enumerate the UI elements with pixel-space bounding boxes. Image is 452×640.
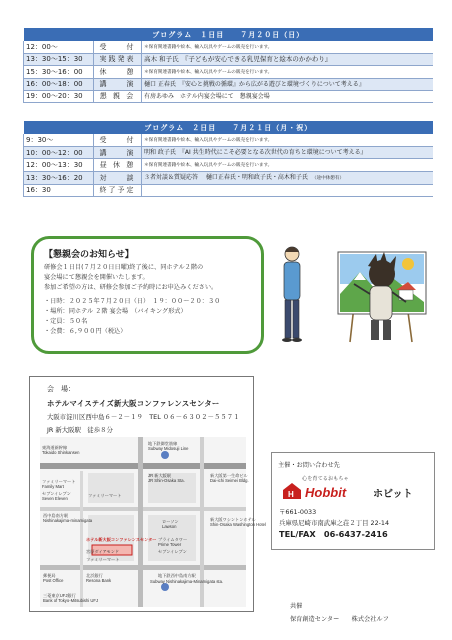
map-label: JR 新大阪駅 [148,473,172,478]
row-description [142,65,434,78]
program-row [24,172,434,185]
row-time: 13：30～16：20 [24,172,94,185]
map-label: ファミリーマート [86,557,120,562]
map-label: Tokaido Shinkansen [42,450,80,455]
notice-line: 参加ご希望の方は、研修会参加ご予約時にお申込みください。 [44,284,218,291]
map-label: JR Shin-Osaka Sta. [148,478,185,483]
row-category: 講 演 [94,147,142,159]
row-time: 16：00～18：00 [24,78,94,90]
contact-zip: 〒661-0033 [279,508,317,516]
program-row [24,147,434,159]
map-label: Post Office [43,578,64,583]
notice-date: ・日時：２０２５年７月２０日（日） １９：００～２０：３０ [44,298,221,305]
row-category: 講 演 [94,78,142,90]
row-time: 16：30 [24,185,94,197]
row-time: 15：30～16：00 [24,65,94,78]
map-label: プライムタワー [158,537,188,542]
row-time: 12：00～ [24,41,94,54]
map-label: Lawson [162,524,177,529]
row-category: 昼 休 憩 [94,159,142,172]
row-category: 休 憩 [94,65,142,78]
painting-illustration [272,232,432,356]
map-label: 新大阪ワシントンホテル [210,517,256,522]
row-time: 12：00～13：30 [24,159,94,172]
map-label: 東海道新幹線 [42,445,68,450]
map-label: 三菱東京UFJ銀行 [43,593,76,598]
map-label: Resona Bank [86,578,112,583]
map-label: 地下鉄御堂筋線 [148,441,178,446]
row-category: 対 談 [94,172,142,185]
svg-text:H: H [288,490,294,499]
program-day2-header: プログラム ２日目 ７月２１日（月・祝） [24,121,434,134]
program-row [24,78,434,90]
row-description-text: 高木 和子氏 『子どもが安心できる乳児保育と絵本のかかわり』 [144,55,332,64]
map-label: Seven Eleven [42,496,68,501]
map-label: Prime Tower [158,542,182,547]
logo-tagline: 心を育てるおもちゃ [302,476,349,482]
hobbit-logo [281,482,431,500]
row-description-text: ＊保育関連書籍や絵本、輸入玩具やゲームの販売を行います。 [144,163,273,168]
row-description [142,78,434,90]
row-description-text: 樋口 正春氏 『安心と挑戦の循環』から広がる遊びと環境づくりについて考える』 [144,80,365,88]
row-description-text: 有房あゆみ ホテル内宴会場にて 懇親宴会場 [144,92,270,100]
program-row [24,90,434,102]
notice-title: 【懇親会のお知らせ】 [44,250,134,260]
contact-address: 兵庫県尼崎市南武庫之荘２丁目 22-14 [279,519,390,527]
map-label: セブンイレブン [158,549,187,554]
program-row [24,134,434,147]
map-label: 西中島南方駅 [43,513,69,518]
map-label: Nishinakajima-minamigata [43,518,93,523]
map-label: ホテル新大阪コンファレンスセンター [86,537,157,542]
program-day1-table [23,28,433,103]
reception-notice [31,236,264,354]
co-host-label: 共催 [290,603,303,610]
notice-fee: ・会費：６,９００円（税込） [44,328,127,335]
row-category: 受 付 [94,41,142,54]
map-label: 郵便局 [43,573,56,578]
notice-capacity: ・定員：５０名 [44,318,88,325]
co-host [290,600,389,626]
row-time: 10：00～12：00 [24,147,94,159]
map-label: Shin-Osaka Washington Hotel [210,522,266,527]
map-label: 地下鉄西中島南方駅 [158,573,196,578]
map-label: 宮原ダイアモンド [86,549,120,554]
contact-box [271,452,435,550]
map-label: Subway Midosuji Line [148,446,189,451]
contact-label: 主催・お問い合わせ先 [278,462,340,469]
logo-wordmark: Hobbit [305,485,347,500]
row-description [142,159,434,172]
venue-label: 会 場： [47,385,75,393]
row-description [142,147,434,159]
program-day1-header: プログラム １日目 ７月２０日（日） [24,28,434,41]
map-label: ファミリーマート [42,479,76,484]
row-description [142,90,434,102]
venue-access: JR 新大阪駅 徒歩８分 [47,426,113,434]
venue-name: ホテルマイステイズ新大阪コンファレンスセンター [47,399,220,408]
row-category: 終了予定 [94,185,142,197]
notice-line: 研修会１日目(７月２０日日曜)終了後に、同ホテル２階の [44,264,204,271]
row-description-text: ３者対談＆質疑応答 樋口正春氏・明和政子氏・高木和子氏 [144,174,308,181]
program-day2-table [23,121,433,197]
row-description [142,134,434,147]
venue-map [40,437,266,607]
map-label: Bank of Tokyo-Mitsubishi UFJ [43,598,99,603]
venue-address: 大阪市淀川区西中島６－２－１９ TEL ０６－６３０２－５５７１ [47,413,240,421]
row-category: 受 付 [94,134,142,147]
notice-place: ・場所：同ホテル ２階 宴会場 （バイキング形式） [44,308,187,315]
venue-box [29,376,266,612]
map-label: Subway Nishinakajima-Minamigata sta. [150,579,224,584]
program-row [24,185,434,197]
row-category: 懇 親 会 [94,90,142,102]
row-description [142,185,434,197]
map-label: 北浜銀行 [86,573,103,578]
map-label: セブンイレブン [42,491,71,496]
logo-kana: ホビット [373,489,413,500]
map-label: Family Mart [42,484,64,489]
map-label: ローソン [162,519,179,524]
row-time: 13：30～15：30 [24,54,94,66]
map-label: 新大阪第一生命ビル [210,473,248,478]
row-description-text: ＊保育関連書籍や絵本、輸入玩具やゲームの販売を行います。 [144,45,273,50]
row-time: 19：00～20：30 [24,90,94,102]
program-row [24,54,434,66]
row-description-text: ＊保育関連書籍や絵本、輸入玩具やゲームの販売を行います。 [144,69,273,75]
row-category: 実践発表 [94,54,142,66]
map-label: Dai-ichi Seimei Bldg. [210,478,249,483]
row-description [142,172,434,185]
program-row [24,159,434,172]
row-description-text: 明和 政子氏 『AI 共生時代にこそ必要となる次世代の育ちと環境について考える』 [144,149,367,156]
co-host-orgs: 保育創造センター 株式会社ルフ [290,616,389,623]
map-label: ファミリーマート [88,493,122,498]
program-row [24,41,434,54]
notice-line: 宴会場にて懇親会を開催いたします。 [44,274,149,281]
row-description [142,54,434,66]
program-row [24,65,434,78]
man-figure [282,247,302,342]
contact-telfax: TEL/FAX 06-6437-2416 [279,529,388,539]
row-note: （途中休憩有） [311,176,345,181]
row-description [142,41,434,54]
row-description-text: ＊保育関連書籍や絵本、輸入玩具やゲームの販売を行います。 [144,138,273,143]
row-time: 9：30～ [24,134,94,147]
